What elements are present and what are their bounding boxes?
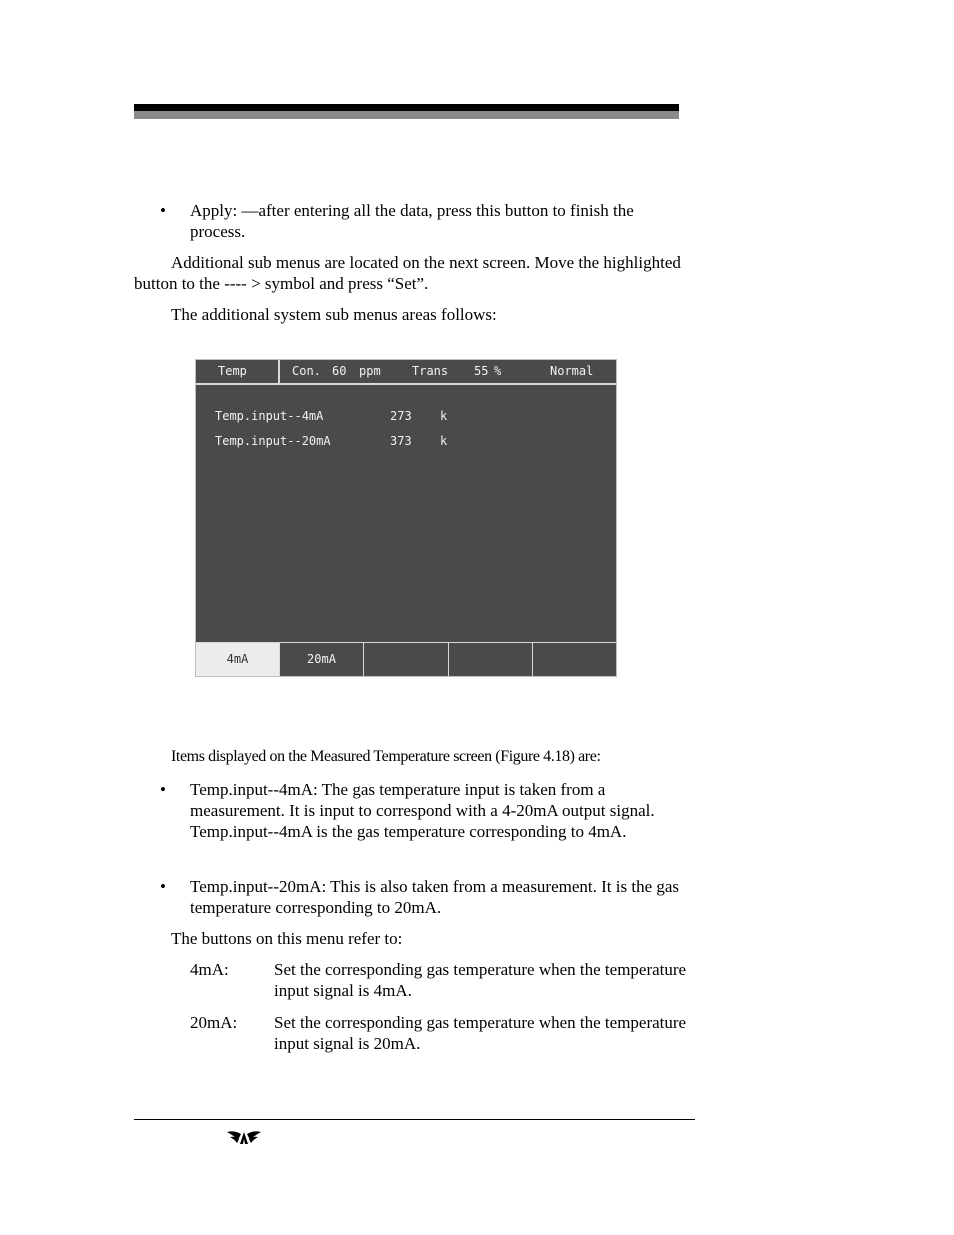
footer-rule (134, 1119, 695, 1120)
softkey-20ma[interactable]: 20mA (280, 643, 364, 676)
bullet-marker: • (160, 877, 166, 896)
lcd-con-label: Con. (292, 364, 321, 378)
bullet-apply-text: Apply: —after entering all the data, press this button to finish the process. (190, 201, 634, 241)
lcd-softkey-bar (196, 642, 616, 676)
items-heading: Items displayed on the Measured Temperature screen (Figure 4.18) are: (171, 748, 601, 765)
lcd-trans-unit: % (494, 364, 502, 378)
lcd-con-value: 60 (332, 364, 347, 378)
softkey-empty-4[interactable] (449, 643, 533, 676)
lcd-row-value: 273 (390, 409, 412, 423)
def-text: Set the corresponding gas temperature when the temperature input signal is 4mA. (274, 960, 687, 1000)
lcd-row-unit: k (440, 434, 448, 448)
teledyne-logo-icon (226, 1128, 262, 1146)
bullet-marker: • (160, 201, 166, 220)
softkey-empty-3[interactable] (364, 643, 449, 676)
softkey-empty-5[interactable] (533, 643, 616, 676)
bullet-4ma-text: Temp.input--4mA: The gas temperature input is taken from a measurement. It is input to correspond with a 4-20mA output signal. Temp.input--4mA is the gas temperature corresponding to 4mA. (190, 780, 655, 841)
lcd-row-value: 373 (390, 434, 412, 448)
lcd-status-bar (196, 360, 616, 385)
buttons-heading: The buttons on this menu refer to: (171, 929, 403, 948)
bullet-20ma-text: Temp.input--20mA: This is also taken from a measurement. It is the gas temperature corresponding to 20mA. (190, 877, 680, 917)
lcd-title: Temp (196, 360, 280, 383)
def-text: Set the corresponding gas temperature when the temperature input signal is 20mA. (274, 1013, 687, 1053)
lcd-trans-value: 55 (474, 364, 489, 378)
header-rule-black (134, 104, 679, 111)
softkey-4ma[interactable]: 4mA (196, 643, 280, 676)
bullet-marker: • (160, 780, 166, 799)
lcd-screen (195, 359, 617, 677)
lcd-row-label: Temp.input--20mA (215, 434, 331, 448)
para-additional-submenus: Additional sub menus are located on the next screen. Move the highlighted button to the ---- > symbol and press “Set”. (134, 253, 681, 293)
lcd-state: Normal (550, 364, 594, 378)
lcd-trans-label: Trans (412, 364, 449, 378)
def-term: 20mA: (190, 1013, 238, 1032)
def-term: 4mA: (190, 960, 229, 979)
lcd-row-unit: k (440, 409, 448, 423)
lcd-con-unit: ppm (359, 364, 381, 378)
header-rule-grey (134, 111, 679, 119)
para-submenus-follow: The additional system sub menus areas follows: (171, 305, 497, 324)
lcd-row-label: Temp.input--4mA (215, 409, 324, 423)
